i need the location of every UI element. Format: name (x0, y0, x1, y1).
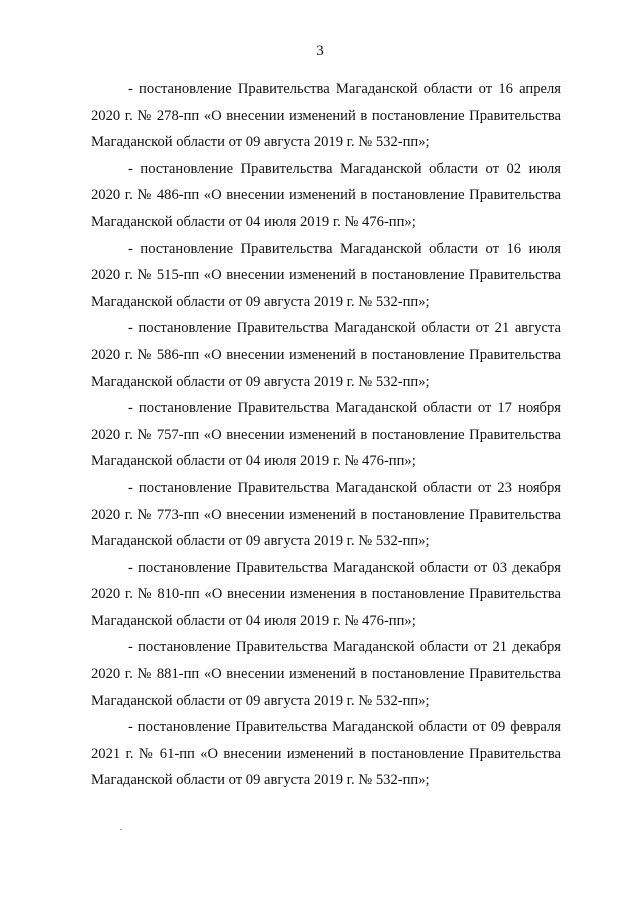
list-item: - постановление Правительства Магаданской области от 16 апреля 2020 г. № 278-пп «О внесении изменений в постановление Правительства Магаданской области от 09 августа 2019 г. № 532-пп»; (91, 81, 561, 151)
list-item: - постановление Правительства Магаданской области от 21 декабря 2020 г. № 881-пп «О внесении изменений в постановление Правительства Магаданской области от 09 августа 2019 г. № 532-пп»; (91, 639, 561, 709)
list-item: - постановление Правительства Магаданской области от 09 февраля 2021 г. № 61-пп «О внесении изменений в постановление Правительства Магаданской области от 09 августа 2019 г. № 532-пп»; (91, 719, 561, 789)
list-item: - постановление Правительства Магаданской области от 21 августа 2020 г. № 586-пп «О внесении изменений в постановление Правительства Магаданской области от 09 августа 2019 г. № 532-пп»; (91, 320, 561, 390)
document-body (91, 76, 561, 794)
list-item: - постановление Правительства Магаданской области от 03 декабря 2020 г. № 810-пп «О внесении изменения в постановление Правительства Магаданской области от 04 июля 2019 г. № 476-пп»; (91, 559, 561, 629)
page-number: 3 (316, 43, 324, 59)
list-item: - постановление Правительства Магаданской области от 16 июля 2020 г. № 515-пп «О внесении изменений в постановление Правительства Магаданской области от 09 августа 2019 г. № 532-пп»; (91, 240, 561, 310)
scan-speck (120, 829, 122, 830)
list-item: - постановление Правительства Магаданской области от 17 ноября 2020 г. № 757-пп «О внесении изменений в постановление Правительства Магаданской области от 04 июля 2019 г. № 476-пп»; (91, 400, 561, 470)
list-item: - постановление Правительства Магаданской области от 02 июля 2020 г. № 486-пп «О внесении изменений в постановление Правительства Магаданской области от 04 июля 2019 г. № 476-пп»; (91, 160, 561, 230)
list-item: - постановление Правительства Магаданской области от 23 ноября 2020 г. № 773-пп «О внесении изменений в постановление Правительства Магаданской области от 09 августа 2019 г. № 532-пп»; (91, 479, 561, 550)
